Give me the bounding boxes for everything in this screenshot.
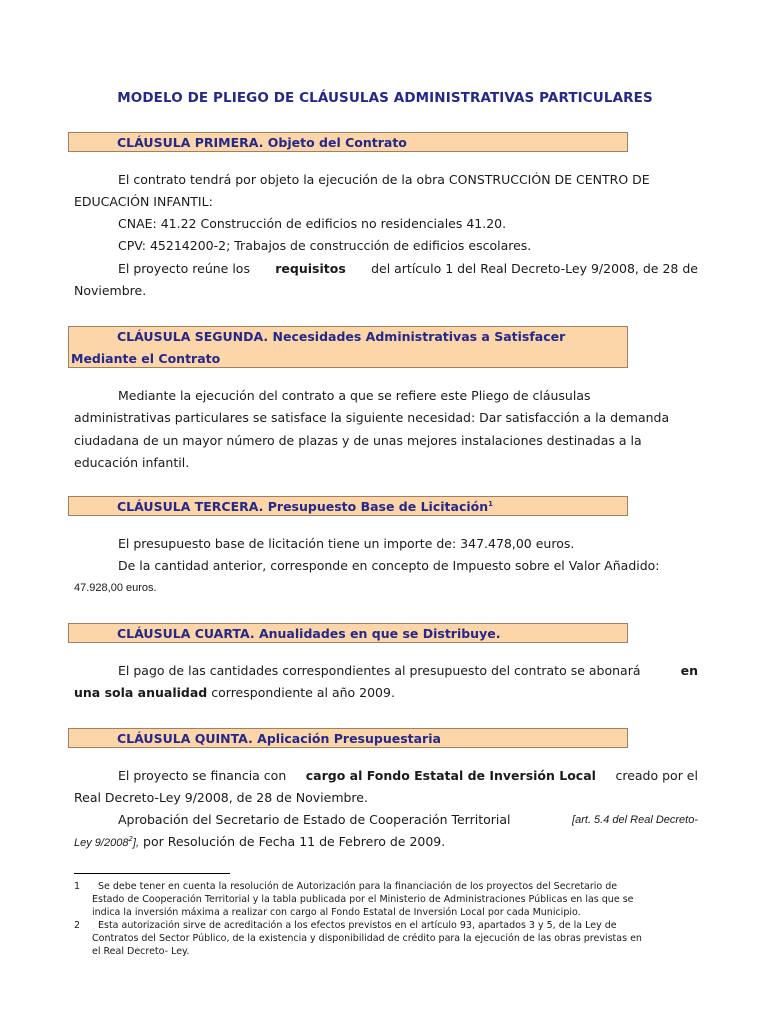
- footnote-separator: [74, 873, 230, 874]
- clause-3-heading: CLÁUSULA TERCERA. Presupuesto Base de Licitación$^1$: [117, 499, 493, 514]
- clause-3-line-1: El presupuesto base de licitación tiene un importe de: 347.478,00 euros.: [118, 536, 575, 551]
- clause-1-cnae: CNAE: 41.22 Construcción de edificios no residenciales 41.20.: [118, 216, 507, 231]
- clause-5-line-4: Ley 9/2008$^2$], por Resolución de Fecha 11 de Febrero de 2009.: [74, 834, 446, 849]
- clause-1-heading: CLÁUSULA PRIMERA. Objeto del Contrato: [117, 135, 407, 150]
- clause-4-line-2: una sola anualidad correspondiente al año 2009.: [74, 685, 395, 700]
- clause-1-para-line-1: El contrato tendrá por objeto la ejecución de la obra CONSTRUCCIÓN DE CENTRO DE: [118, 172, 650, 187]
- clause-4-line-1: El pago de las cantidades correspondientes al presupuesto del contrato se abonará en: [118, 663, 698, 678]
- clause-2-line-3: ciudadana de un mayor número de plazas y de unas mejores instalaciones destinadas a la: [74, 433, 642, 448]
- footnote-number: 2: [74, 920, 81, 931]
- footnote-line: Esta autorización sirve de acreditación a los efectos previstos en el artículo 93, apartados 3 y 5, de la Ley de: [98, 920, 617, 931]
- clause-5-line-2: Real Decreto-Ley 9/2008, de 28 de Noviembre.: [74, 790, 368, 805]
- clause-5-line-3: Aprobación del Secretario de Estado de Cooperación Territorial [art. 5.4 del Real Decreto-: [118, 812, 698, 827]
- clause-2-heading-cont: Mediante el Contrato: [71, 351, 221, 366]
- clause-3-heading-box: [68, 496, 628, 516]
- clause-1-para-line-2: EDUCACIÓN INFANTIL:: [74, 194, 213, 209]
- clause-4-heading: CLÁUSULA CUARTA. Anualidades en que se Distribuye.: [117, 626, 501, 641]
- footnote-line: Estado de Cooperación Territorial y la tabla publicada por el Ministerio de Administraciones Públicas en las que se: [92, 894, 634, 905]
- document-title: MODELO DE PLIEGO DE CLÁUSULAS ADMINISTRATIVAS PARTICULARES: [117, 90, 653, 106]
- clause-1-cpv: CPV: 45214200-2; Trabajos de construcción de edificios escolares.: [118, 238, 532, 253]
- clause-1-heading-box: [68, 132, 628, 152]
- footnote-line: Contratos del Sector Público, de la existencia y disponibilidad de crédito para la ejecución de las obras previstas en: [92, 933, 642, 944]
- clause-2-line-4: educación infantil.: [74, 455, 190, 470]
- footnote-line: Se debe tener en cuenta la resolución de Autorización para la financiación de los proyectos del Secretario de: [98, 881, 618, 892]
- footnote-1: [74, 880, 698, 919]
- clause-2-heading-box: [68, 326, 628, 368]
- clause-3-line-3: 47.928,00 euros.: [74, 582, 157, 594]
- clause-5-heading: CLÁUSULA QUINTA. Aplicación Presupuestaria: [117, 731, 441, 746]
- footnote-number: 1: [74, 881, 81, 892]
- footnote-line: el Real Decreto- Ley.: [92, 946, 190, 957]
- footnote-line: indica la inversión máxima a realizar con cargo al Fondo Estatal de Inversión Local por cada Municipio.: [92, 907, 581, 918]
- clause-2-line-2: administrativas particulares se satisface la siguiente necesidad: Dar satisfacción a la demanda: [74, 410, 670, 425]
- clause-1-para-2-line-1: El proyecto reúne los requisitos del artículo 1 del Real Decreto-Ley 9/2008, de 28 de: [118, 261, 698, 276]
- clause-2-heading: CLÁUSULA SEGUNDA. Necesidades Administrativas a Satisfacer: [117, 329, 566, 344]
- clause-2-line-1: Mediante la ejecución del contrato a que se refiere este Pliego de cláusulas: [118, 388, 591, 403]
- footnote-2: [74, 919, 698, 958]
- clause-4-heading-box: [68, 623, 628, 643]
- clause-3-line-2: De la cantidad anterior, corresponde en concepto de Impuesto sobre el Valor Añadido:: [118, 558, 660, 573]
- clause-5-line-1: El proyecto se financia con cargo al Fondo Estatal de Inversión Local creado por el: [118, 768, 698, 783]
- clause-1-para-2-line-2: Noviembre.: [74, 283, 147, 298]
- clause-5-heading-box: [68, 728, 628, 748]
